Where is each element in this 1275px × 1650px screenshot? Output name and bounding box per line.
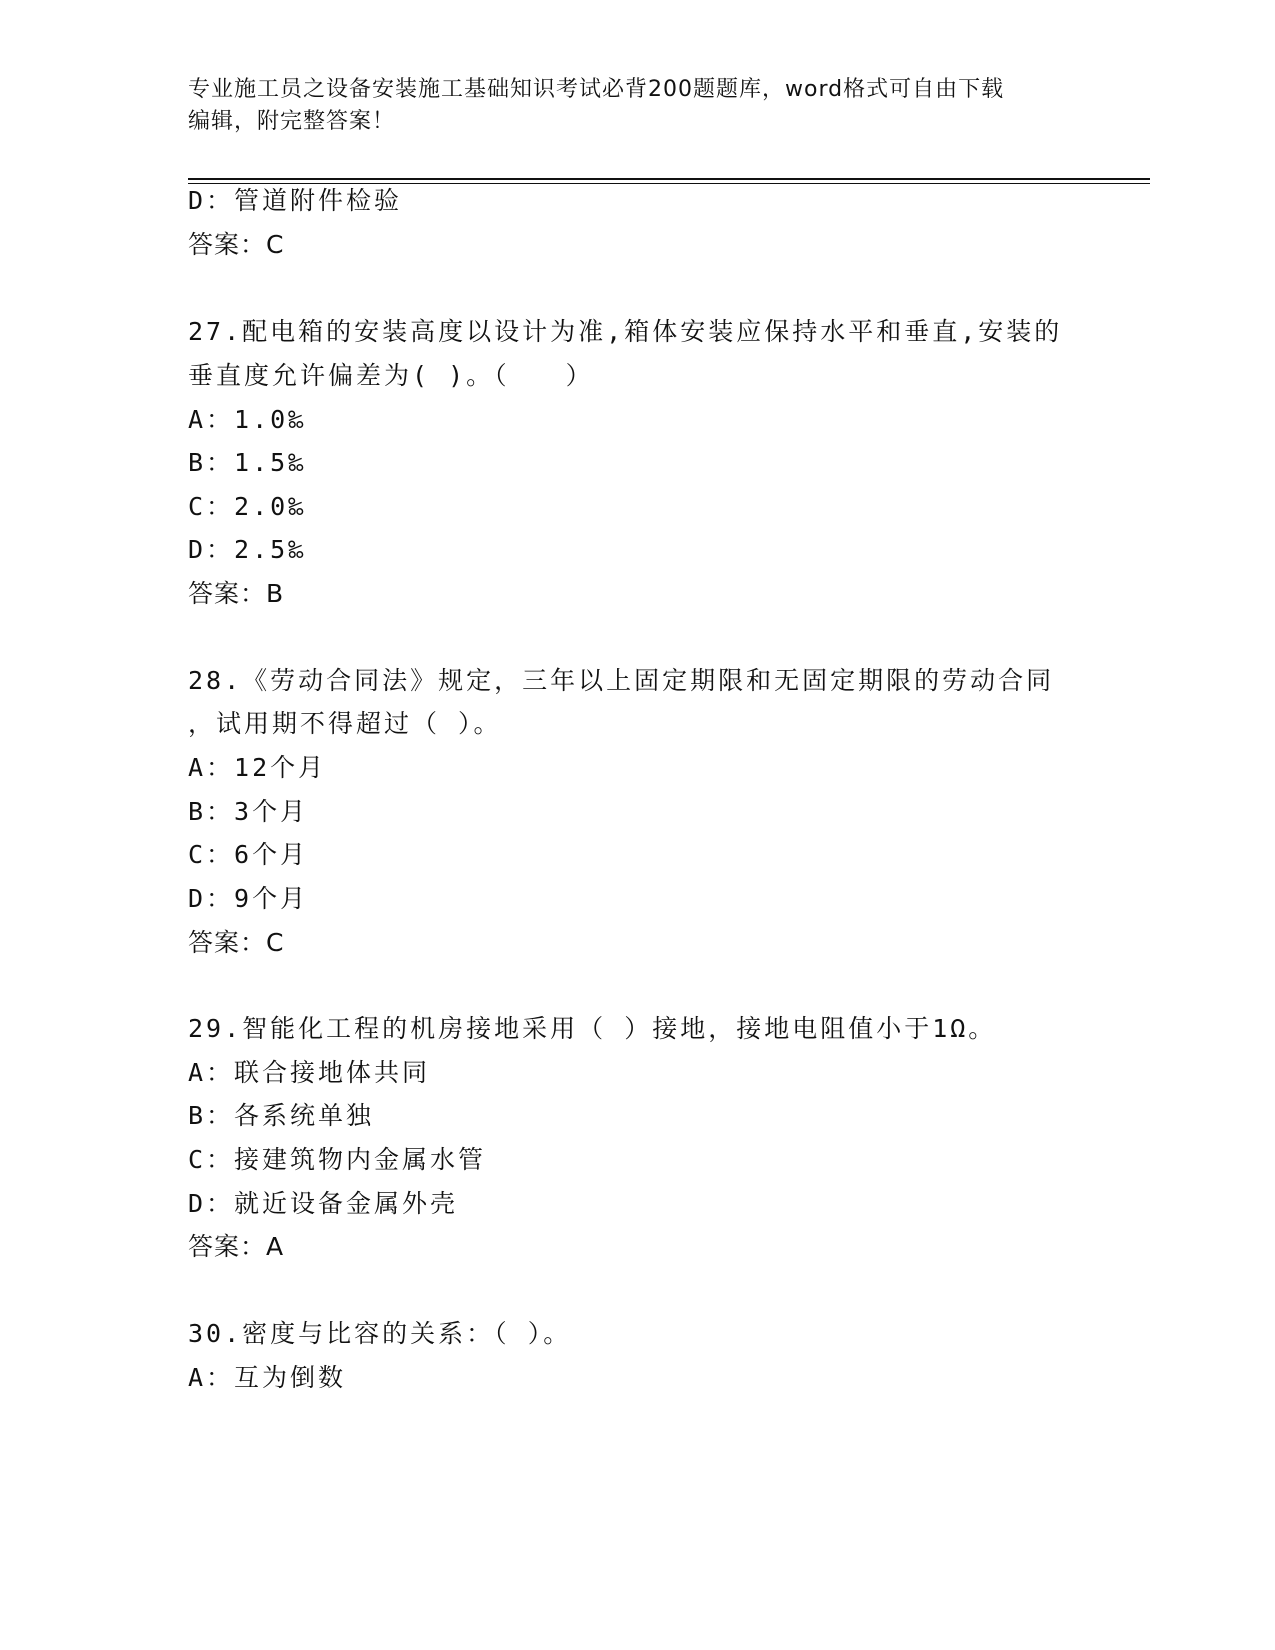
header-title-line-2: 编辑，附完整答案！ xyxy=(188,109,396,134)
q27-option-c: C：2.0‰ xyxy=(188,492,307,521)
q29-option-c: C：接建筑物内金属水管 xyxy=(188,1145,487,1174)
q28-option-d: D：9个月 xyxy=(188,884,309,913)
q27-option-b: B：1.5‰ xyxy=(188,448,307,477)
q30-stem-line-1: 30.密度与比容的关系：（ ）。 xyxy=(188,1319,572,1348)
q27-stem-line-1: 27.配电箱的安装高度以设计为准,箱体安装应保持水平和垂直,安装的 xyxy=(188,317,1063,346)
q27-option-a: A：1.0‰ xyxy=(188,405,307,434)
q29-answer: 答案：A xyxy=(188,1232,285,1261)
q30-option-a: A：互为倒数 xyxy=(188,1363,347,1392)
q27-stem-line-2: 垂直度允许偏差为( )。（ ） xyxy=(188,361,594,390)
q29-stem-line-1: 29.智能化工程的机房接地采用（ ）接地，接地电阻值小于1Ω。 xyxy=(188,1014,997,1043)
q28-option-c: C：6个月 xyxy=(188,840,309,869)
q28-stem-line-1: 28.《劳动合同法》规定，三年以上固定期限和无固定期限的劳动合同 xyxy=(188,666,1055,695)
q28-option-a: A：12个月 xyxy=(188,753,327,782)
q28-stem-line-2: ，试用期不得超过（ ）。 xyxy=(188,709,502,738)
q27-option-d: D：2.5‰ xyxy=(188,535,307,564)
header-title-line-1: 专业施工员之设备安装施工基础知识考试必背200题题库，word格式可自由下载 xyxy=(188,77,1005,102)
document-header xyxy=(188,74,1088,138)
header-rule-thick xyxy=(188,178,1150,180)
prev-answer: 答案：C xyxy=(188,230,285,259)
q29-option-a: A：联合接地体共同 xyxy=(188,1058,431,1087)
q27-answer: 答案：B xyxy=(188,579,285,608)
q28-answer: 答案：C xyxy=(188,928,285,957)
q28-option-b: B：3个月 xyxy=(188,797,309,826)
q29-option-b: B：各系统单独 xyxy=(188,1101,375,1130)
prev-option-d: D：管道附件检验 xyxy=(188,186,403,215)
q29-option-d: D：就近设备金属外壳 xyxy=(188,1189,459,1218)
